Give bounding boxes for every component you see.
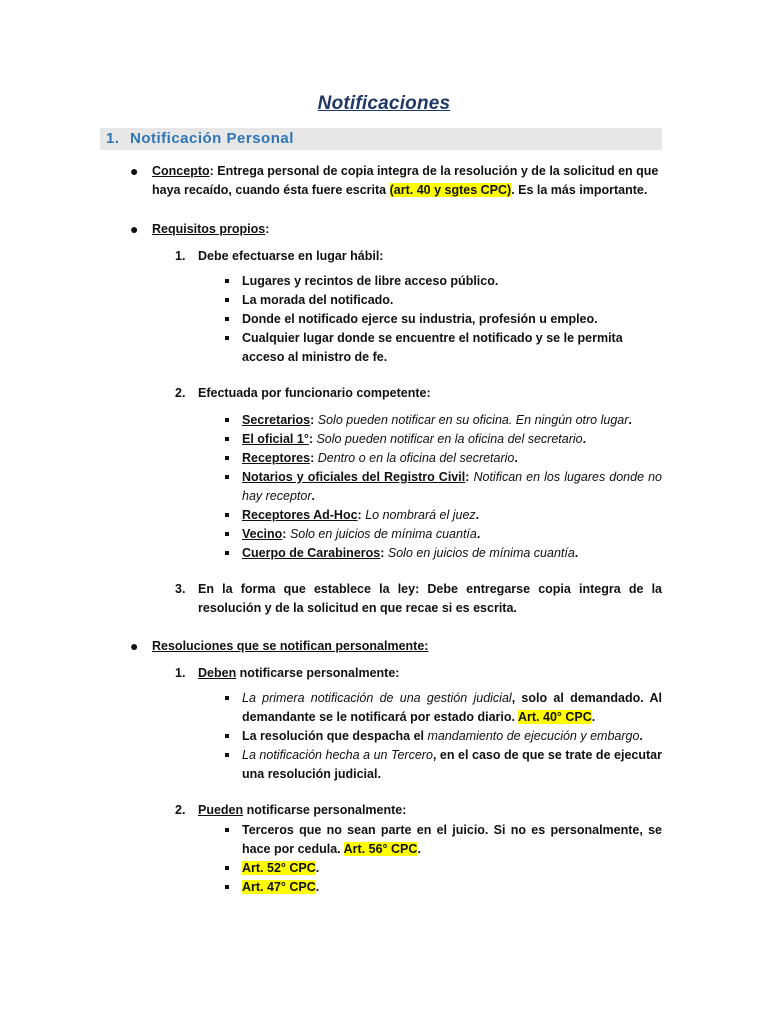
concepto-colon: : — [209, 164, 214, 178]
term-sep: : — [357, 508, 362, 522]
deben-rest: notificarse personalmente: — [236, 666, 400, 680]
list-item — [242, 689, 662, 727]
list-number: 1. — [175, 666, 186, 680]
pueden-rest: notificarse personalmente: — [243, 803, 407, 817]
term-sep: : — [282, 527, 287, 541]
pueden-underline: Pueden — [198, 803, 244, 817]
item-text: , solo al demandado. Al demandante se le notificará por estado diario. — [242, 691, 662, 724]
term-desc: Lo nombrará el juez — [361, 508, 476, 522]
list-item-label: Efectuada por funcionario competente: — [198, 386, 431, 400]
term-sep: : — [308, 432, 313, 446]
list-number: 1. — [175, 249, 186, 263]
section-heading — [100, 128, 662, 150]
concepto-highlight: (art. 40 y sgtes CPC) — [389, 183, 512, 197]
list-item: La morada del notificado. — [242, 293, 394, 307]
term-end: . — [514, 451, 518, 465]
list-number: 3. — [175, 582, 186, 596]
bullet-square-icon — [225, 885, 229, 889]
list-item-label: Debe efectuarse en lugar hábil: — [198, 249, 384, 263]
list-item: Cualquier lugar donde se encuentre el notificado y se le permita acceso al ministro de fe. — [242, 331, 623, 364]
bullet-square-icon — [225, 866, 229, 870]
term-desc: Dentro o en la oficina del secretario — [314, 451, 515, 465]
bullet-square-icon — [225, 734, 229, 738]
list-item: Donde el notificado ejerce su industria, profesión u empleo. — [242, 312, 598, 326]
item-italic: La primera notificación de una gestión judicial — [242, 691, 512, 705]
requisitos-label: Requisitos propios — [152, 222, 266, 236]
item-text: , en el caso de que se trate de ejecutar una resolución judicial. — [242, 748, 662, 781]
list-item — [242, 449, 662, 468]
term-end: . — [311, 489, 315, 503]
term-end: . — [475, 508, 480, 522]
deben-underline: Deben — [198, 666, 237, 680]
concepto-label: Concepto — [152, 164, 210, 178]
requisitos-colon: : — [265, 222, 270, 236]
bullet-square-icon — [225, 753, 229, 757]
item-highlight: Art. 47° CPC — [242, 880, 316, 894]
item-italic: La notificación hecha a un Tercero — [242, 748, 433, 762]
item-italic: mandamiento de ejecución y embargo — [427, 729, 640, 743]
page-title: Notificaciones — [317, 93, 451, 114]
list-item — [242, 859, 662, 878]
list-item-label — [198, 801, 406, 820]
term-desc: Solo en juicios de mínima cuantía — [286, 527, 477, 541]
item-highlight: Art. 56° CPC — [343, 842, 418, 856]
item-highlight: Art. 52° CPC — [242, 861, 316, 875]
item-end: . — [639, 729, 643, 743]
term-desc: Solo en juicios de mínima cuantía — [384, 546, 575, 560]
term-sep: : — [310, 413, 315, 427]
list-item — [242, 727, 662, 746]
forma-label: En la forma que establece la ley: — [198, 582, 420, 596]
term: Notarios y oficiales del Registro Civil — [242, 470, 466, 484]
term-end: . — [582, 432, 587, 446]
bullet-square-icon — [225, 437, 229, 441]
list-item — [242, 746, 662, 784]
item-end: . — [417, 842, 421, 856]
section-number: 1. — [106, 130, 120, 147]
list-number: 2. — [175, 386, 186, 400]
term-sep: : — [310, 451, 315, 465]
concepto-paragraph — [152, 162, 662, 200]
list-item — [242, 544, 662, 563]
term-desc: Solo pueden notificar en la oficina del secretario — [313, 432, 583, 446]
term-end: . — [476, 527, 481, 541]
term-sep: : — [465, 470, 470, 484]
item-end: . — [315, 861, 320, 875]
list-item — [242, 468, 662, 506]
term: Secretarios — [242, 413, 311, 427]
list-item — [242, 430, 662, 449]
term-end: . — [628, 413, 632, 427]
item-text: Terceros que no sean parte en el juicio. Si no es personalmente, se hace por cedula. — [242, 823, 662, 856]
list-item — [242, 506, 662, 525]
forma-text: Debe entregarse copia integra de la resolución y de la solicitud en que recae si es escrita. — [198, 582, 662, 615]
bullet-square-icon — [225, 317, 229, 321]
bullet-dot-icon: ● — [130, 638, 139, 654]
bullet-square-icon — [225, 828, 229, 832]
list-item-label — [198, 580, 662, 618]
list-item — [242, 411, 662, 430]
resoluciones-heading: Resoluciones que se notifican personalmente: — [152, 639, 429, 653]
item-end: . — [315, 880, 320, 894]
bullet-square-icon — [225, 279, 229, 283]
term-end: . — [574, 546, 579, 560]
concepto-text1: Entrega personal de copia integra de la resolución y de la solicitud en que haya recaído, cuando ésta fuere escrita — [152, 164, 659, 197]
list-item — [242, 821, 662, 859]
bullet-square-icon — [225, 551, 229, 555]
bullet-square-icon — [225, 696, 229, 700]
term: Vecino — [242, 527, 283, 541]
bullet-square-icon — [225, 475, 229, 479]
item-highlight: Art. 40° CPC — [518, 710, 592, 724]
list-item: Lugares y recintos de libre acceso público. — [242, 274, 499, 288]
list-number: 2. — [175, 803, 186, 817]
term: Cuerpo de Carabineros — [242, 546, 381, 560]
term-desc: Notifican en los lugares donde no hay receptor — [242, 470, 663, 503]
term-desc: Solo pueden notificar en su oficina. En ningún otro lugar — [314, 413, 629, 427]
concepto-text2: . Es la más importante. — [511, 183, 648, 197]
bullet-dot-icon: ● — [130, 163, 139, 179]
section-label: Notificación Personal — [130, 130, 294, 147]
list-item — [242, 878, 662, 897]
bullet-square-icon — [225, 298, 229, 302]
item-end: . — [591, 710, 596, 724]
bullet-square-icon — [225, 532, 229, 536]
bullet-square-icon — [225, 336, 229, 340]
term-sep: : — [380, 546, 385, 560]
bullet-square-icon — [225, 513, 229, 517]
list-item-label — [198, 664, 399, 683]
term: El oficial 1° — [242, 432, 309, 446]
list-item — [242, 525, 662, 544]
bullet-square-icon — [225, 456, 229, 460]
bullet-dot-icon: ● — [130, 221, 139, 237]
item-text: La resolución que despacha el — [242, 729, 428, 743]
requisitos-heading — [152, 220, 269, 239]
term: Receptores Ad-Hoc — [242, 508, 358, 522]
bullet-square-icon — [225, 418, 229, 422]
term: Receptores — [242, 451, 311, 465]
